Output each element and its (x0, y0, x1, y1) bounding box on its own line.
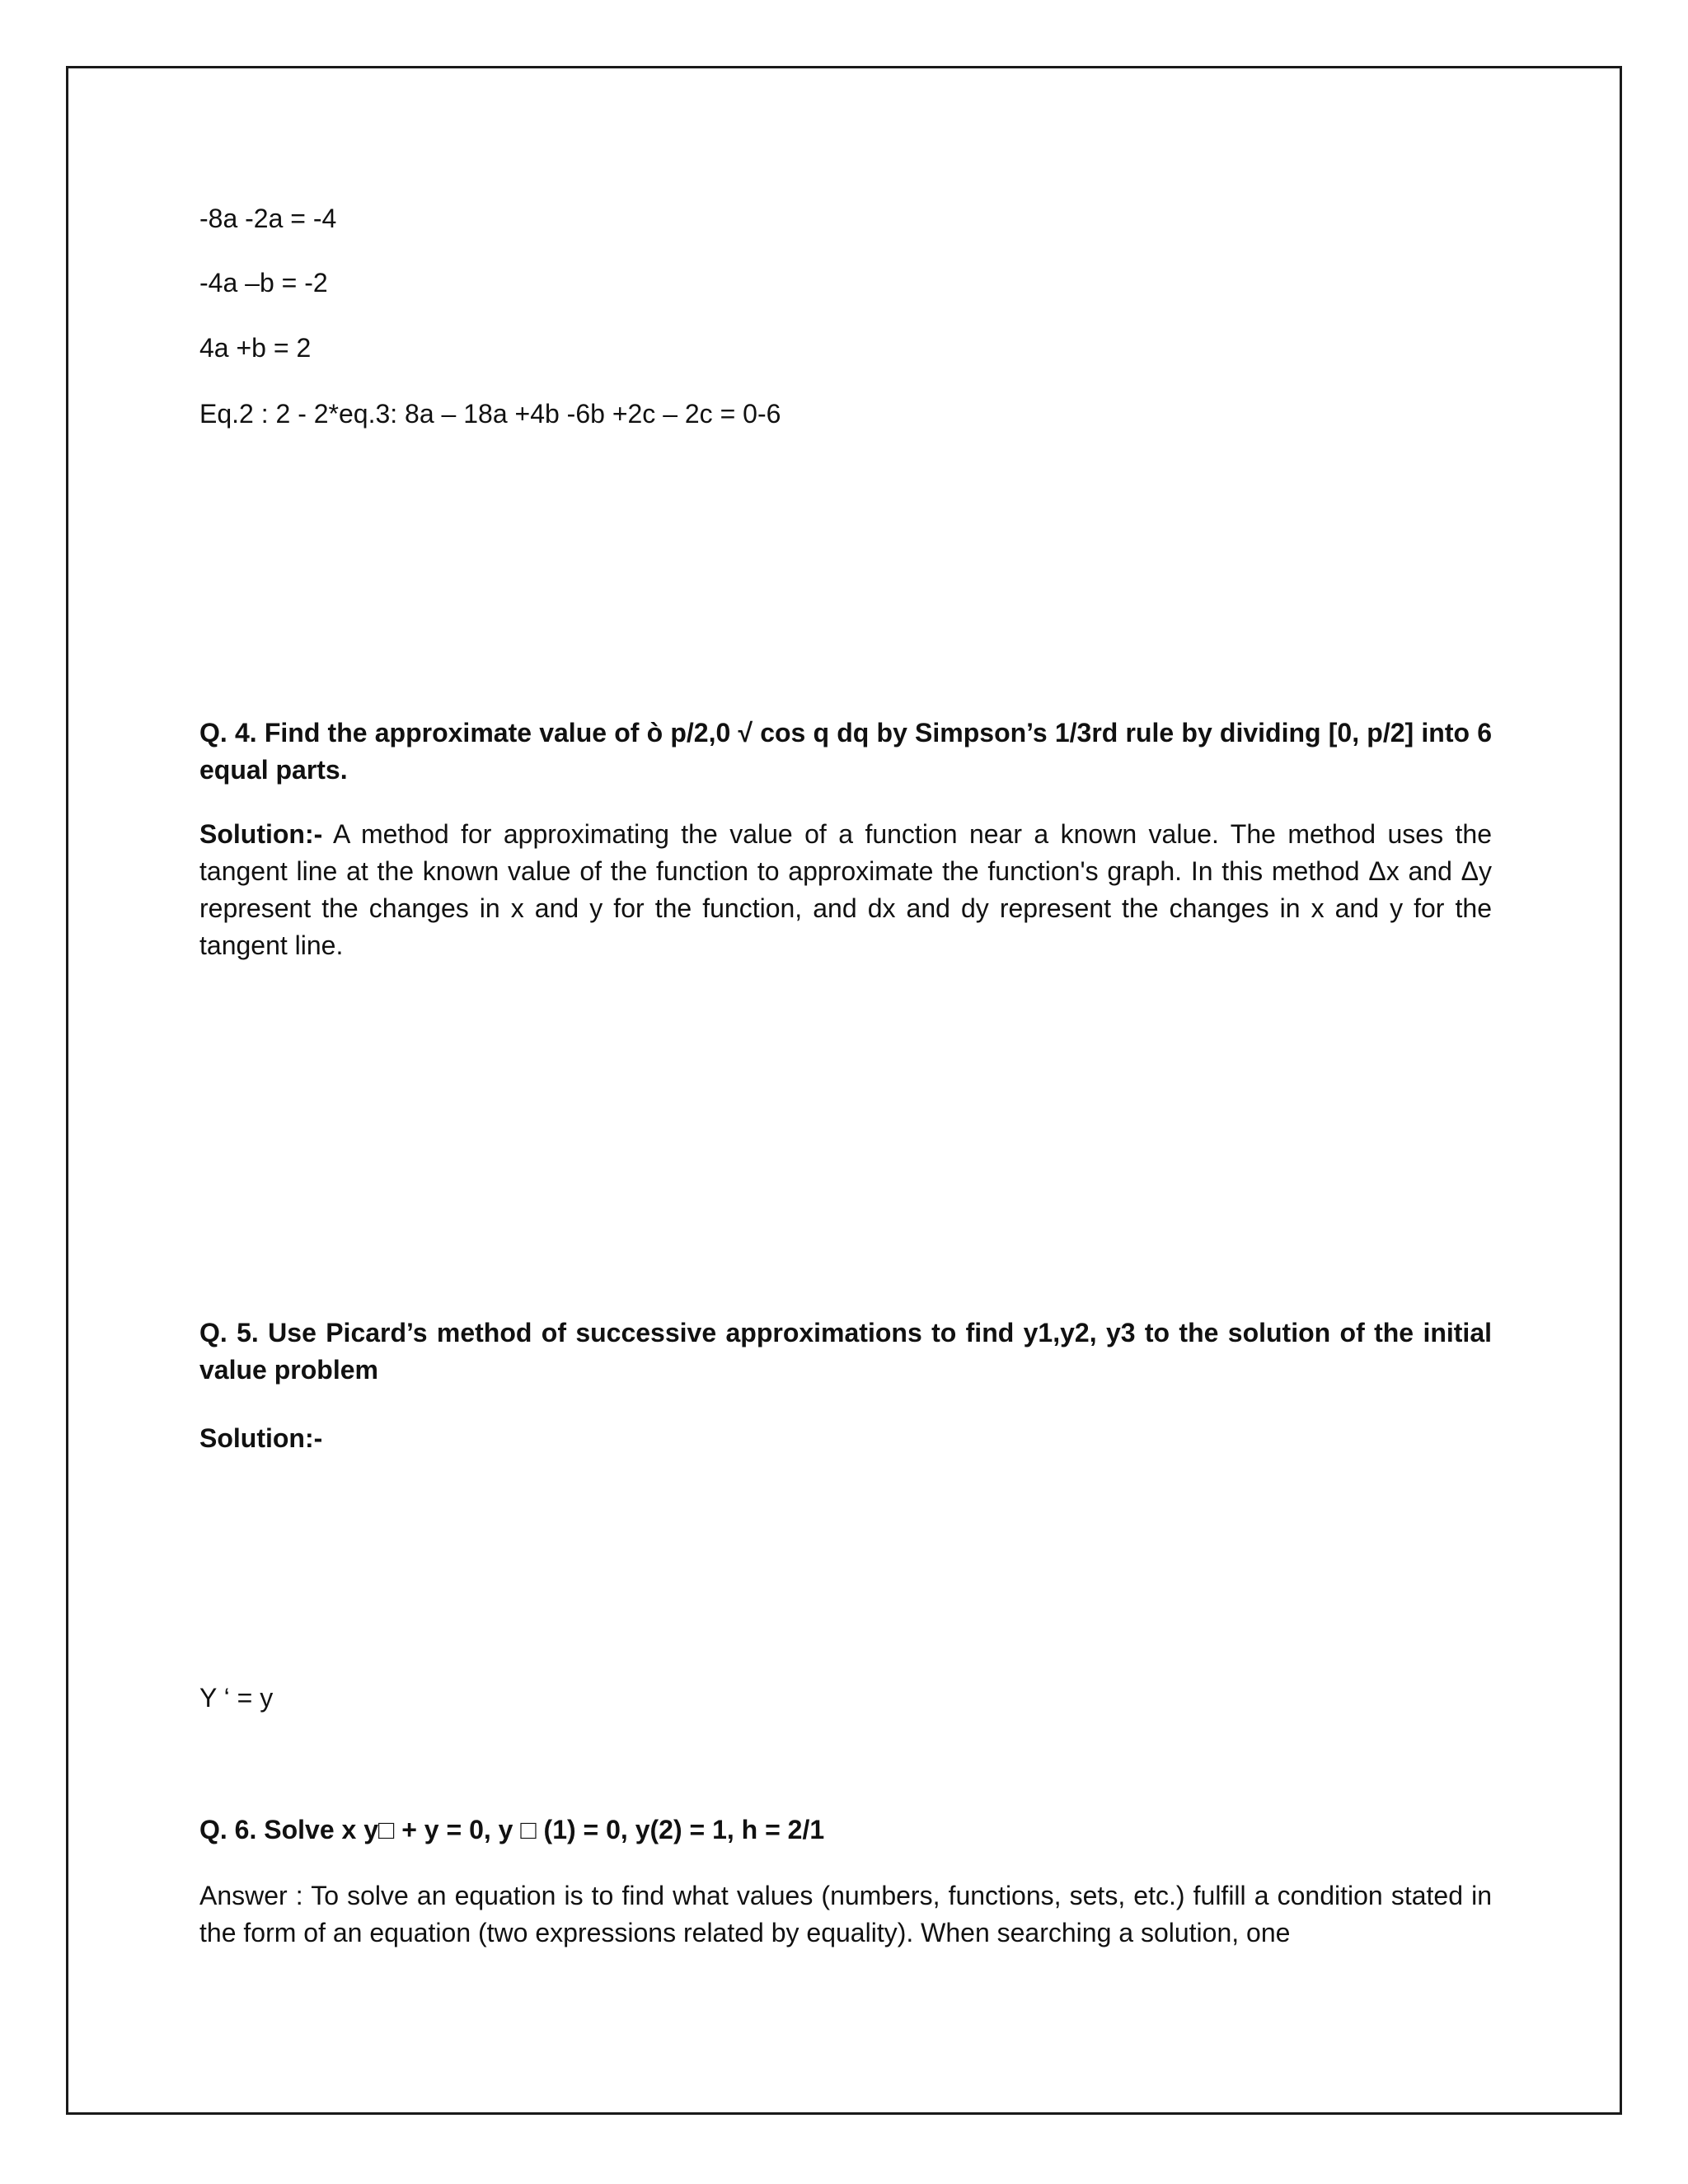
q5-solution-label: Solution:- (199, 1423, 323, 1453)
equation-line-3: 4a +b = 2 (199, 333, 312, 363)
equation-line-2: -4a –b = -2 (199, 268, 328, 298)
q5-equation: Y ‘ = y (199, 1683, 274, 1713)
q4-solution (199, 816, 1492, 964)
q6-answer: Answer : To solve an equation is to find what values (numbers, functions, sets, etc.) fulfill a condition stated in the form of an equation (two expressions related by equality). When searching a solution, one (199, 1881, 1492, 1947)
q5-question: Q. 5. Use Picard’s method of successive approximations to find y1,y2, y3 to the solution of the initial value problem (199, 1318, 1492, 1385)
q6-question: Q. 6. Solve x y□ + y = 0, y □ (1) = 0, y(2) = 1, h = 2/1 (199, 1815, 825, 1844)
page-border (66, 66, 1622, 2115)
equation-line-4: Eq.2 : 2 - 2*eq.3: 8a – 18a +4b -6b +2c – 2c = 0-6 (199, 399, 781, 429)
q4-question: Q. 4. Find the approximate value of ò p/2,0 √ cos q dq by Simpson’s 1/3rd rule by dividing [0, p/2] into 6 equal parts. (199, 718, 1492, 785)
q4-solution-label: Solution:- (199, 819, 323, 849)
q4-solution-text: A method for approximating the value of a function near a known value. The method uses the tangent line at the known value of the function to approximate the function's graph. In this method Δx and Δy represent the changes in x and y for the function, and dx and dy represent the changes in x and y for the tangent line. (199, 819, 1492, 960)
equation-line-1: -8a -2a = -4 (199, 204, 337, 233)
